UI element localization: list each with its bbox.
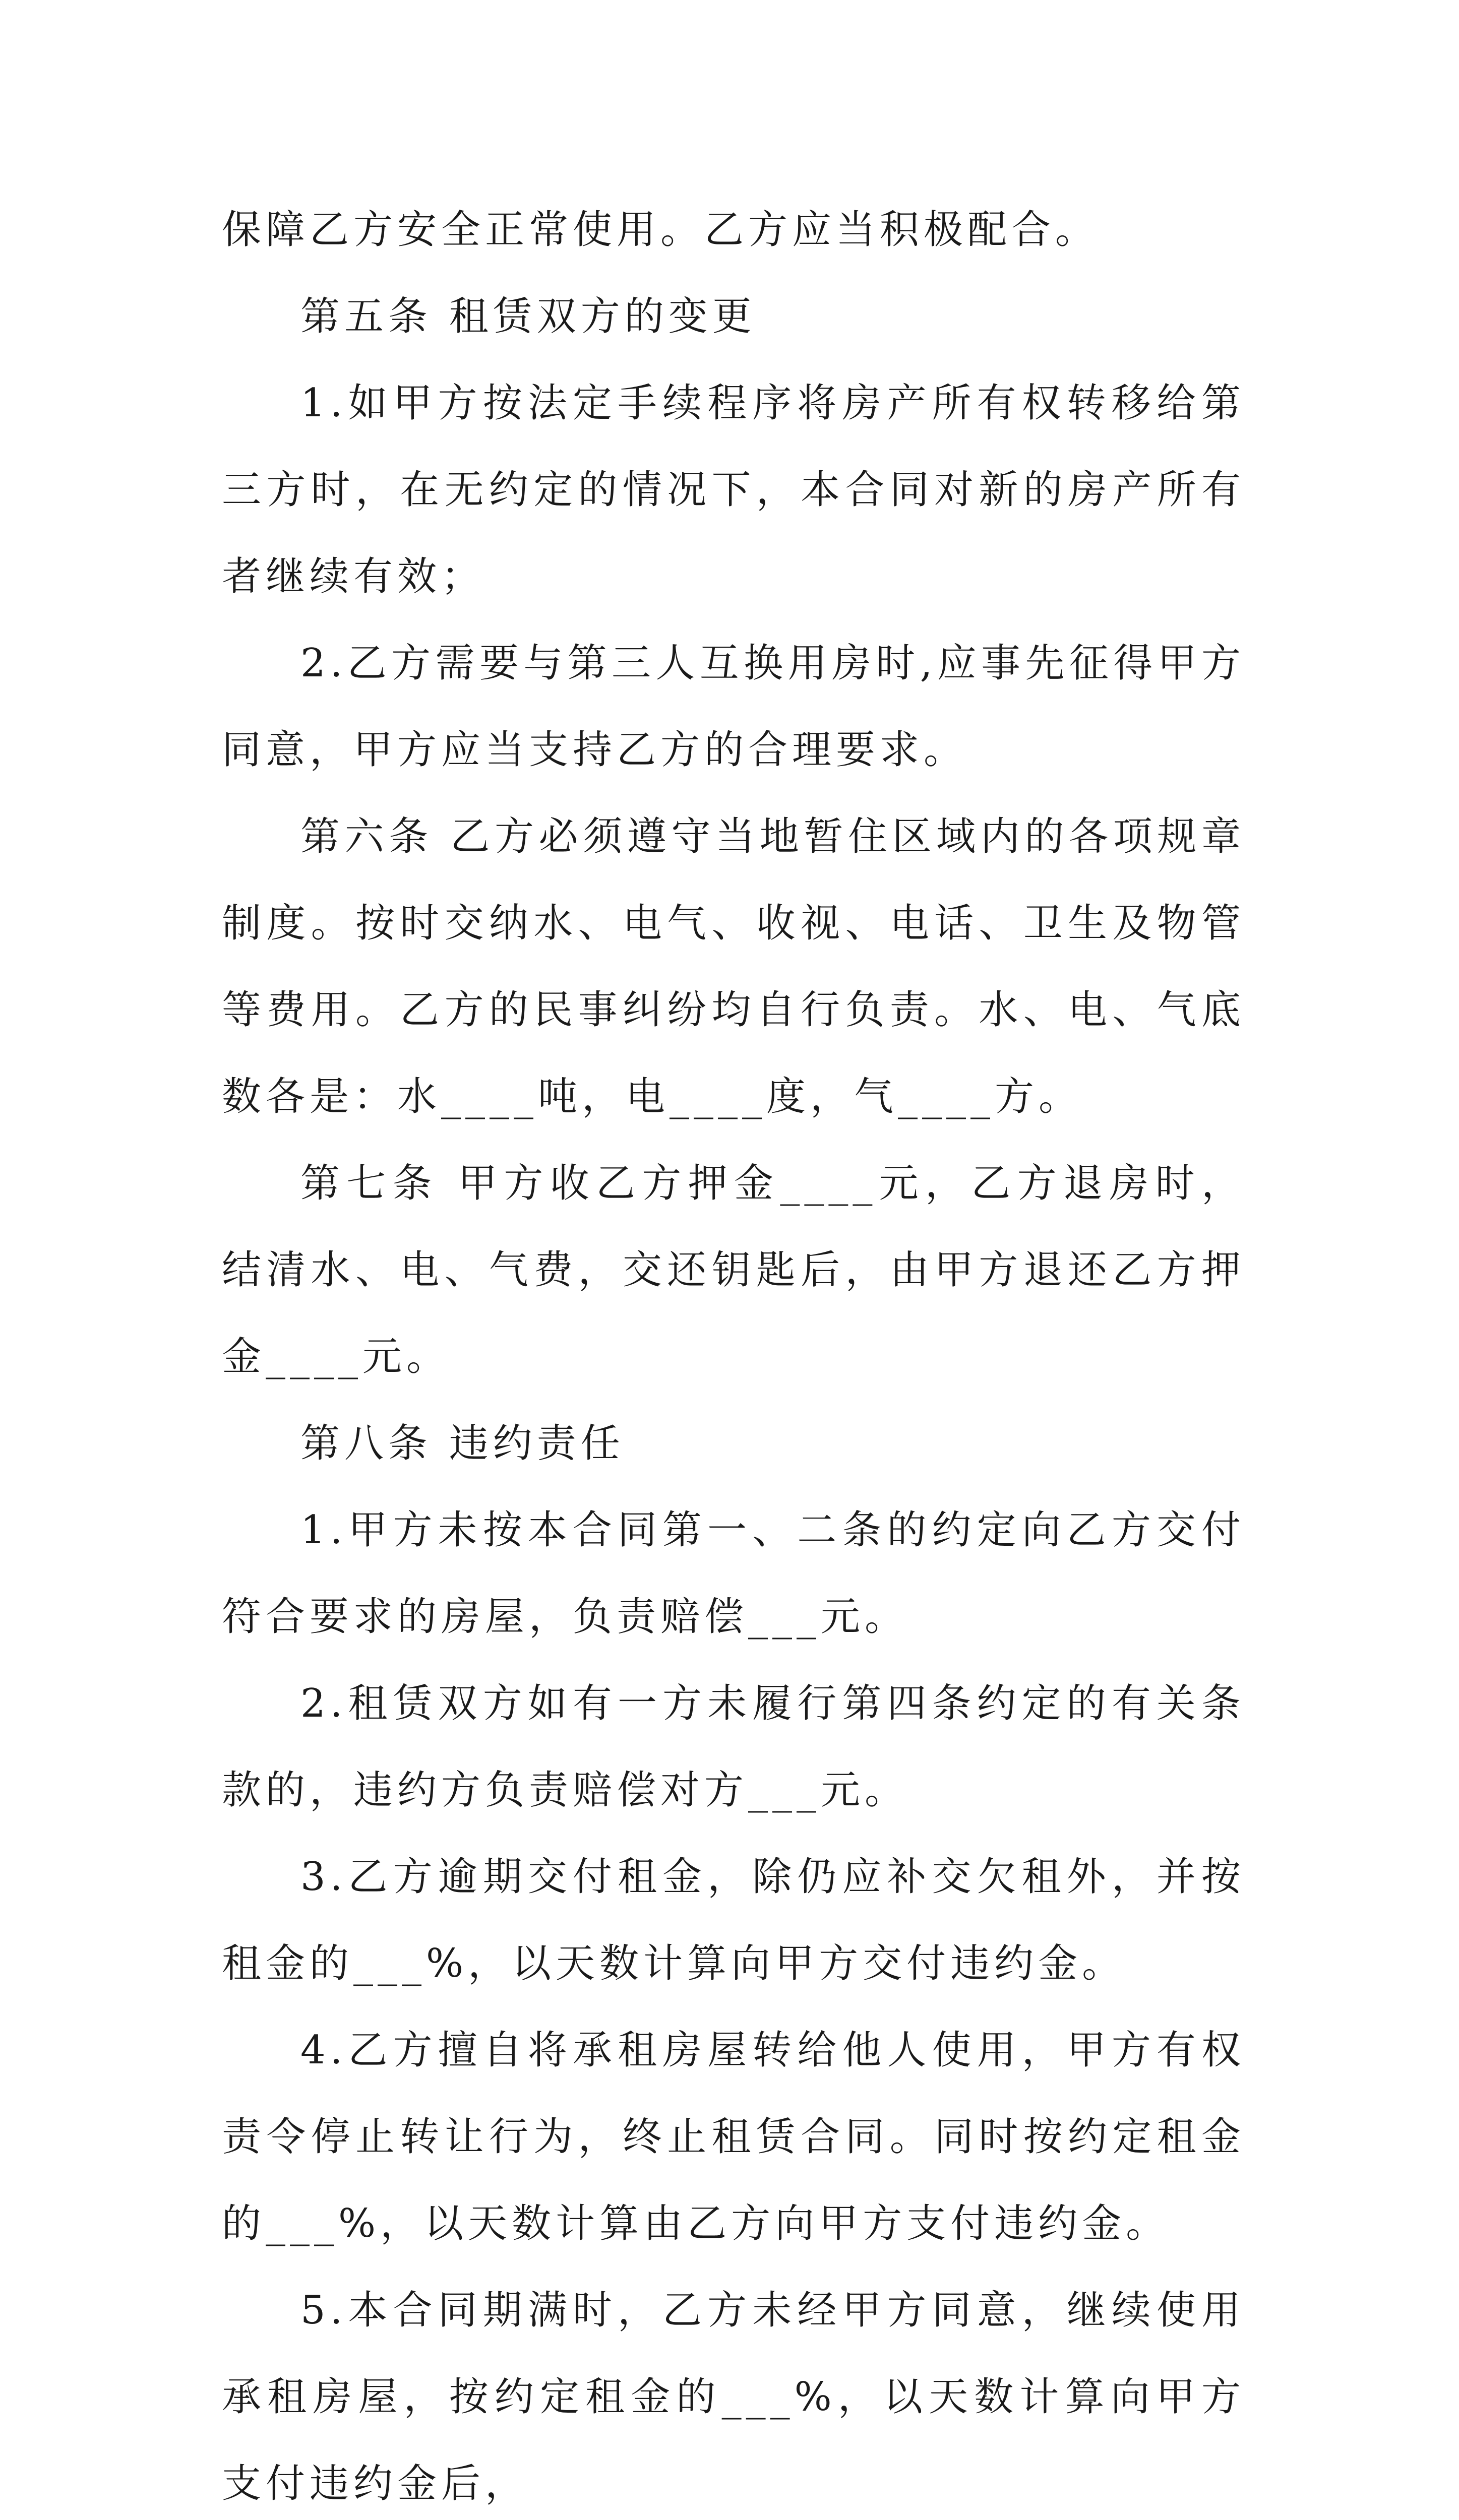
section-heading-article-8: 第八条 违约责任 [300,1421,625,1466]
document-body [222,186,1245,2520]
paragraph-article-6: 第六条 乙方必须遵守当地暂住区域内的各项规章制度。按时交纳水、电气、收视、电话、卫生及物管等费用。乙方的民事纠纷均自行负责。水、电、气底数各是：水____吨，电____度，气____方。 [222,814,1245,1119]
paragraph: 保障乙方安全正常使用。乙方应当积极配合。 [222,207,1100,253]
paragraph: 1.如甲方按法定手续程序将房产所有权转移给第三方时，在无约定的情况下，本合同对新的房产所有者继续有效； [222,381,1245,599]
paragraph: 1.甲方未按本合同第一、二条的约定向乙方交付符合要求的房屋，负责赔偿___元。 [222,1507,1245,1640]
paragraph: 5.本合同期满时，乙方未经甲方同意，继续使用承租房屋，按约定租金的___%，以天数计算向甲方支付违约金后， [222,2288,1245,2506]
paragraph: 4.乙方擅自将承租房屋转给他人使用，甲方有权责令停止转让行为，终止租赁合同。同时按约定租金的___%，以天数计算由乙方向甲方支付违约金。 [222,2028,1245,2246]
paragraph-article-7: 第七条 甲方收乙方押金____元，乙方退房时，结清水、电、气费，交还钥匙后，由甲方退还乙方押金____元。 [222,1161,1245,1379]
paragraph: 2.租赁双方如有一方未履行第四条约定的有关条款的，违约方负责赔偿对方___元。 [222,1681,1245,1813]
paragraph: 3.乙方逾期交付租金，除仍应补交欠租外，并按租金的___%，以天数计算向甲方交付违约金。 [222,1854,1245,1986]
section-heading-article-5: 第五条 租赁双方的变更 [300,294,756,339]
paragraph: 2.乙方需要与第三人互换用房时,应事先征得甲方同意，甲方应当支持乙方的合理要求。 [222,641,1245,773]
